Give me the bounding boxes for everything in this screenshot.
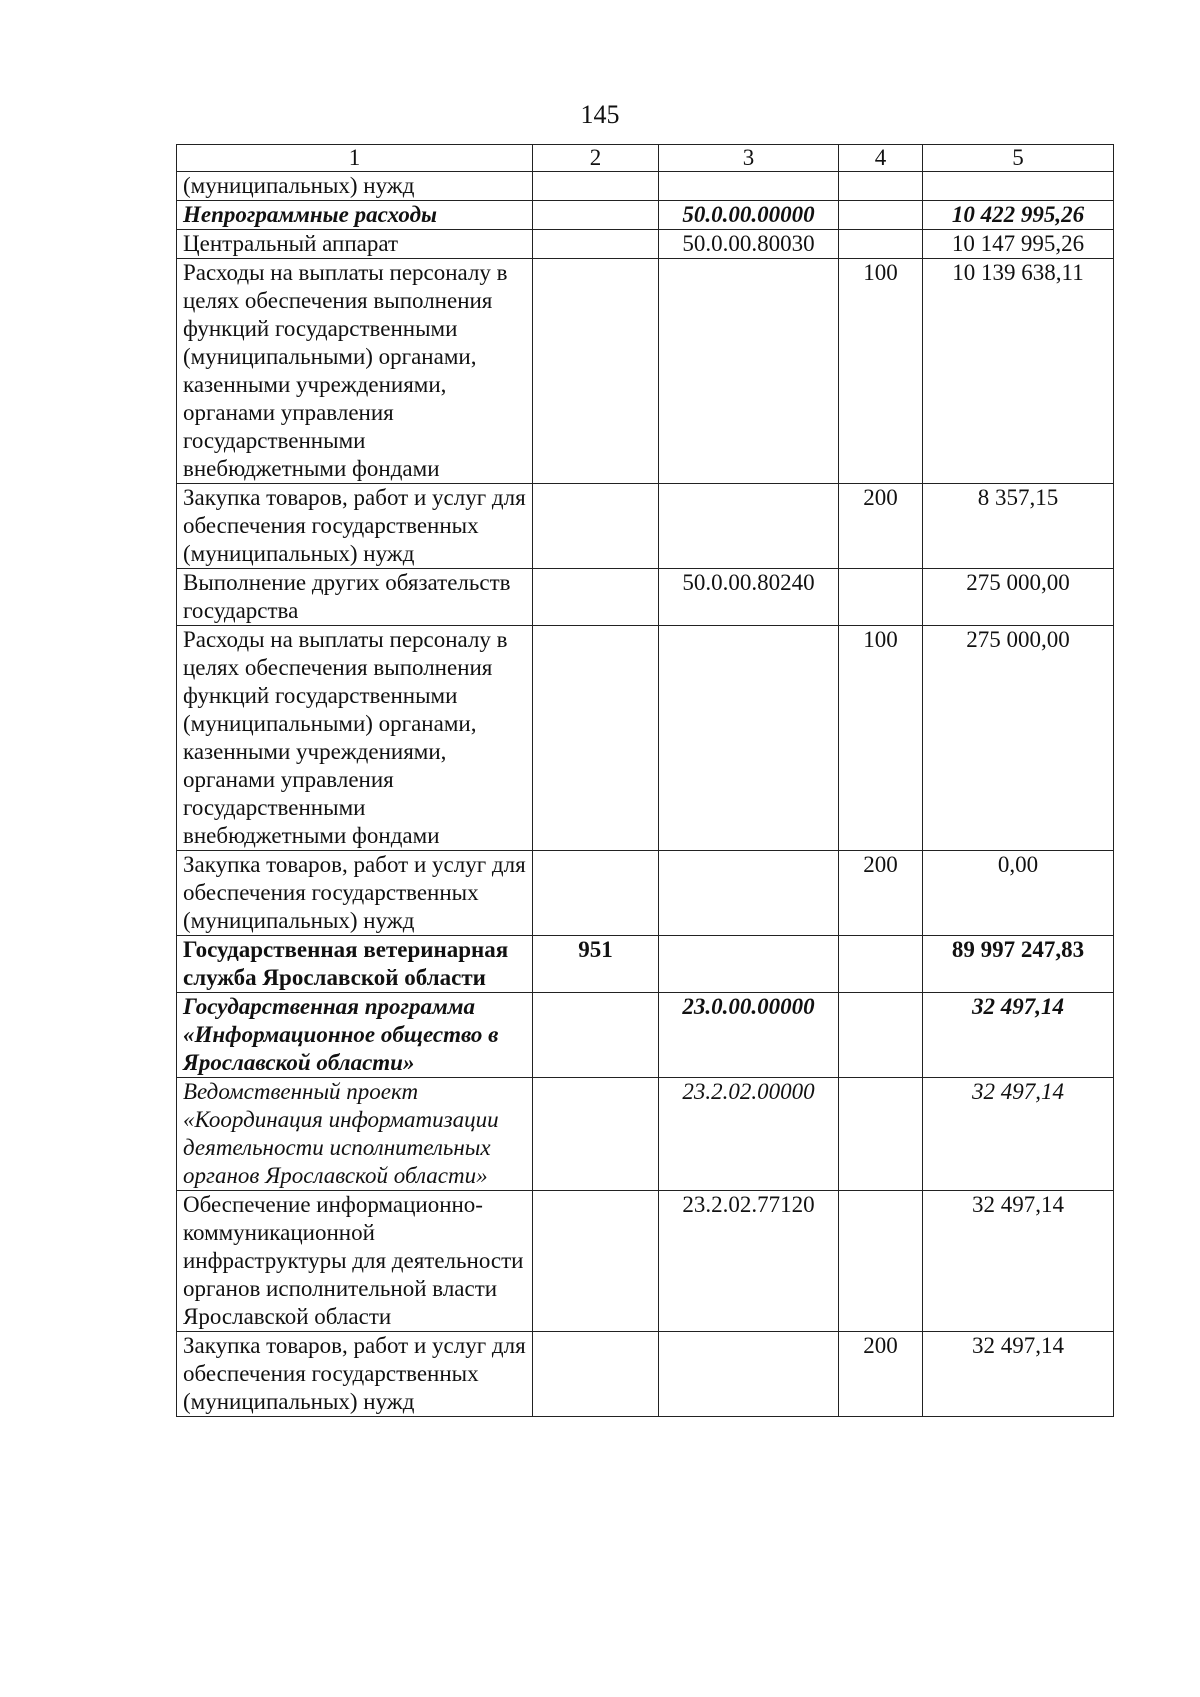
amount-cell: 10 422 995,26 (923, 201, 1114, 230)
expense-type-cell (839, 230, 923, 259)
amount-cell: 0,00 (923, 851, 1114, 936)
ministry-code-cell (533, 1078, 659, 1191)
budget-table (176, 144, 1114, 1417)
amount-cell: 32 497,14 (923, 1332, 1114, 1417)
table-row (177, 201, 1114, 230)
column-header: 5 (923, 145, 1114, 172)
table-row (177, 1078, 1114, 1191)
amount-cell: 275 000,00 (923, 569, 1114, 626)
ministry-code-cell (533, 1332, 659, 1417)
target-article-cell: 50.0.00.80240 (659, 569, 839, 626)
table-row (177, 230, 1114, 259)
table-row (177, 259, 1114, 484)
item-name-cell: Закупка товаров, работ и услуг для обеспечения государственных (муниципальных) нужд (177, 484, 533, 569)
item-name-cell: Ведомственный проект «Координация информатизации деятельности исполнительных органов Ярославской области» (177, 1078, 533, 1191)
ministry-code-cell (533, 1191, 659, 1332)
target-article-cell: 50.0.00.80030 (659, 230, 839, 259)
ministry-code-cell: 951 (533, 936, 659, 993)
amount-cell: 8 357,15 (923, 484, 1114, 569)
amount-cell: 275 000,00 (923, 626, 1114, 851)
ministry-code-cell (533, 172, 659, 201)
item-name-cell: Государственная ветеринарная служба Ярославской области (177, 936, 533, 993)
expense-type-cell: 200 (839, 484, 923, 569)
target-article-cell (659, 172, 839, 201)
expense-type-cell (839, 1078, 923, 1191)
table-row (177, 569, 1114, 626)
table-header-row (177, 145, 1114, 172)
item-name-cell: Расходы на выплаты персоналу в целях обеспечения выполнения функций государственными (муниципальными) органами, казенными учреждениями, органами управления государственными внебюджетными фондами (177, 259, 533, 484)
target-article-cell (659, 851, 839, 936)
expense-type-cell (839, 201, 923, 230)
column-header: 4 (839, 145, 923, 172)
table-row (177, 1191, 1114, 1332)
table-row (177, 1332, 1114, 1417)
amount-cell: 32 497,14 (923, 1191, 1114, 1332)
amount-cell (923, 172, 1114, 201)
expense-type-cell: 200 (839, 1332, 923, 1417)
amount-cell: 32 497,14 (923, 993, 1114, 1078)
ministry-code-cell (533, 230, 659, 259)
target-article-cell: 23.0.00.00000 (659, 993, 839, 1078)
column-header: 2 (533, 145, 659, 172)
ministry-code-cell (533, 201, 659, 230)
amount-cell: 89 997 247,83 (923, 936, 1114, 993)
item-name-cell: Расходы на выплаты персоналу в целях обеспечения выполнения функций государственными (муниципальными) органами, казенными учреждениями, органами управления государственными внебюджетными фондами (177, 626, 533, 851)
expense-type-cell: 200 (839, 851, 923, 936)
table-row (177, 993, 1114, 1078)
table-row (177, 484, 1114, 569)
ministry-code-cell (533, 626, 659, 851)
item-name-cell: Выполнение других обязательств государства (177, 569, 533, 626)
page-number: 145 (580, 100, 620, 129)
expense-type-cell (839, 1191, 923, 1332)
target-article-cell: 50.0.00.00000 (659, 201, 839, 230)
item-name-cell: Непрограммные расходы (177, 201, 533, 230)
table-row (177, 626, 1114, 851)
ministry-code-cell (533, 851, 659, 936)
ministry-code-cell (533, 993, 659, 1078)
item-name-cell: Закупка товаров, работ и услуг для обеспечения государственных (муниципальных) нужд (177, 1332, 533, 1417)
ministry-code-cell (533, 484, 659, 569)
target-article-cell: 23.2.02.00000 (659, 1078, 839, 1191)
item-name-cell: Закупка товаров, работ и услуг для обеспечения государственных (муниципальных) нужд (177, 851, 533, 936)
ministry-code-cell (533, 259, 659, 484)
target-article-cell (659, 626, 839, 851)
table-row (177, 851, 1114, 936)
item-name-cell: Обеспечение информационно-коммуникационной инфраструктуры для деятельности органов исполнительной власти Ярославской области (177, 1191, 533, 1332)
target-article-cell (659, 259, 839, 484)
item-name-cell: Центральный аппарат (177, 230, 533, 259)
item-name-cell: Государственная программа «Информационное общество в Ярославской области» (177, 993, 533, 1078)
amount-cell: 10 139 638,11 (923, 259, 1114, 484)
expense-type-cell (839, 569, 923, 626)
target-article-cell (659, 1332, 839, 1417)
amount-cell: 32 497,14 (923, 1078, 1114, 1191)
ministry-code-cell (533, 569, 659, 626)
target-article-cell (659, 484, 839, 569)
expense-type-cell (839, 993, 923, 1078)
expense-type-cell (839, 172, 923, 201)
table-row (177, 172, 1114, 201)
table-row (177, 936, 1114, 993)
expense-type-cell (839, 936, 923, 993)
expense-type-cell: 100 (839, 626, 923, 851)
expense-type-cell: 100 (839, 259, 923, 484)
target-article-cell: 23.2.02.77120 (659, 1191, 839, 1332)
item-name-cell: (муниципальных) нужд (177, 172, 533, 201)
column-header: 1 (177, 145, 533, 172)
column-header: 3 (659, 145, 839, 172)
amount-cell: 10 147 995,26 (923, 230, 1114, 259)
target-article-cell (659, 936, 839, 993)
